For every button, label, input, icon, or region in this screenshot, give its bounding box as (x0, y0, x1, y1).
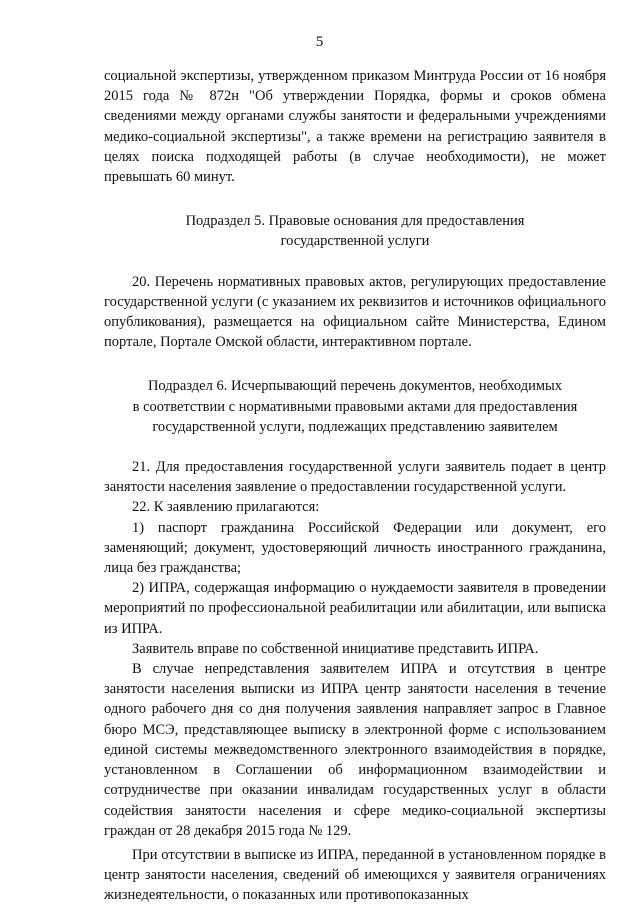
body-paragraph: 1) паспорт гражданина Российской Федерации или документ, его заменяющий; документ, удостоверяющий личность иностранного гражданина, лица без гражданства; (104, 519, 606, 577)
body-paragraph: 20. Перечень нормативных правовых актов, регулирующих предоставление государственной услуги (с указанием их реквизитов и источников официального опубликования), размещается на официальном сайте Министерства, Едином портале, Портале Омской области, интерактивном портале. (104, 273, 606, 351)
heading-line: в соответствии с нормативными правовыми актами для предоставления (132, 398, 578, 415)
body-paragraph: 22. К заявлению прилагаются: (132, 499, 320, 516)
body-paragraph: В случае непредставления заявителем ИПРА и отсутствия в центре занятости населения выписки из ИПРА центр занятости населения в течение одного рабочего дня со дня получения заявления направляет запрос в Главное бюро МСЭ, представляющее выписку в электронной форме с использованием единой системы межведомственного электронного взаимодействия в порядке, установленном в Соглашении об информационном взаимодействии и сотрудничестве при оказании инвалидам государственных услуг в области содействия занятости населения и сфере медико-социальной экспертизы граждан от 28 декабря 2015 года № 129. (104, 661, 606, 839)
heading-line: государственной услуги, подлежащих представлению заявителем (152, 418, 558, 435)
document-body (104, 66, 606, 906)
heading-line: государственной услуги (280, 233, 430, 250)
body-paragraph: 21. Для предоставления государственной услуги заявитель подает в центр занятости населения заявление о предоставлении государственной услуги. (104, 459, 606, 496)
body-paragraph: 2) ИПРА, содержащая информацию о нуждаемости заявителя в проведении мероприятий по профессиональной реабилитации или абилитации, или выписка из ИПРА. (104, 580, 606, 637)
body-paragraph: социальной экспертизы, утвержденном приказом Минтруда России от 16 ноября 2015 года № 872н "Об утверждении Порядка, формы и сроков обмена сведениями между органами службы занятости и федеральными учреждениями медико-социальной экспертизы", а также времени на регистрацию заявителя в целях поиска подходящей работы (в случае необходимости), не может превышать 60 минут. (104, 68, 606, 186)
body-paragraph: Заявитель вправе по собственной инициативе представить ИПРА. (132, 640, 539, 657)
section-heading (104, 376, 606, 437)
heading-line: Подраздел 5. Правовые основания для предоставления (185, 213, 525, 230)
heading-line: Подраздел 6. Исчерпывающий перечень документов, необходимых (147, 378, 563, 395)
body-paragraph: При отсутствии в выписке из ИПРА, переданной в установленном порядке в центр занятости населения, сведений об имеющихся у заявителя ограничениях жизнедеятельности, о показанных или противопоказанных (104, 846, 606, 904)
page-number: 5 (315, 34, 324, 50)
section-heading (104, 211, 606, 251)
